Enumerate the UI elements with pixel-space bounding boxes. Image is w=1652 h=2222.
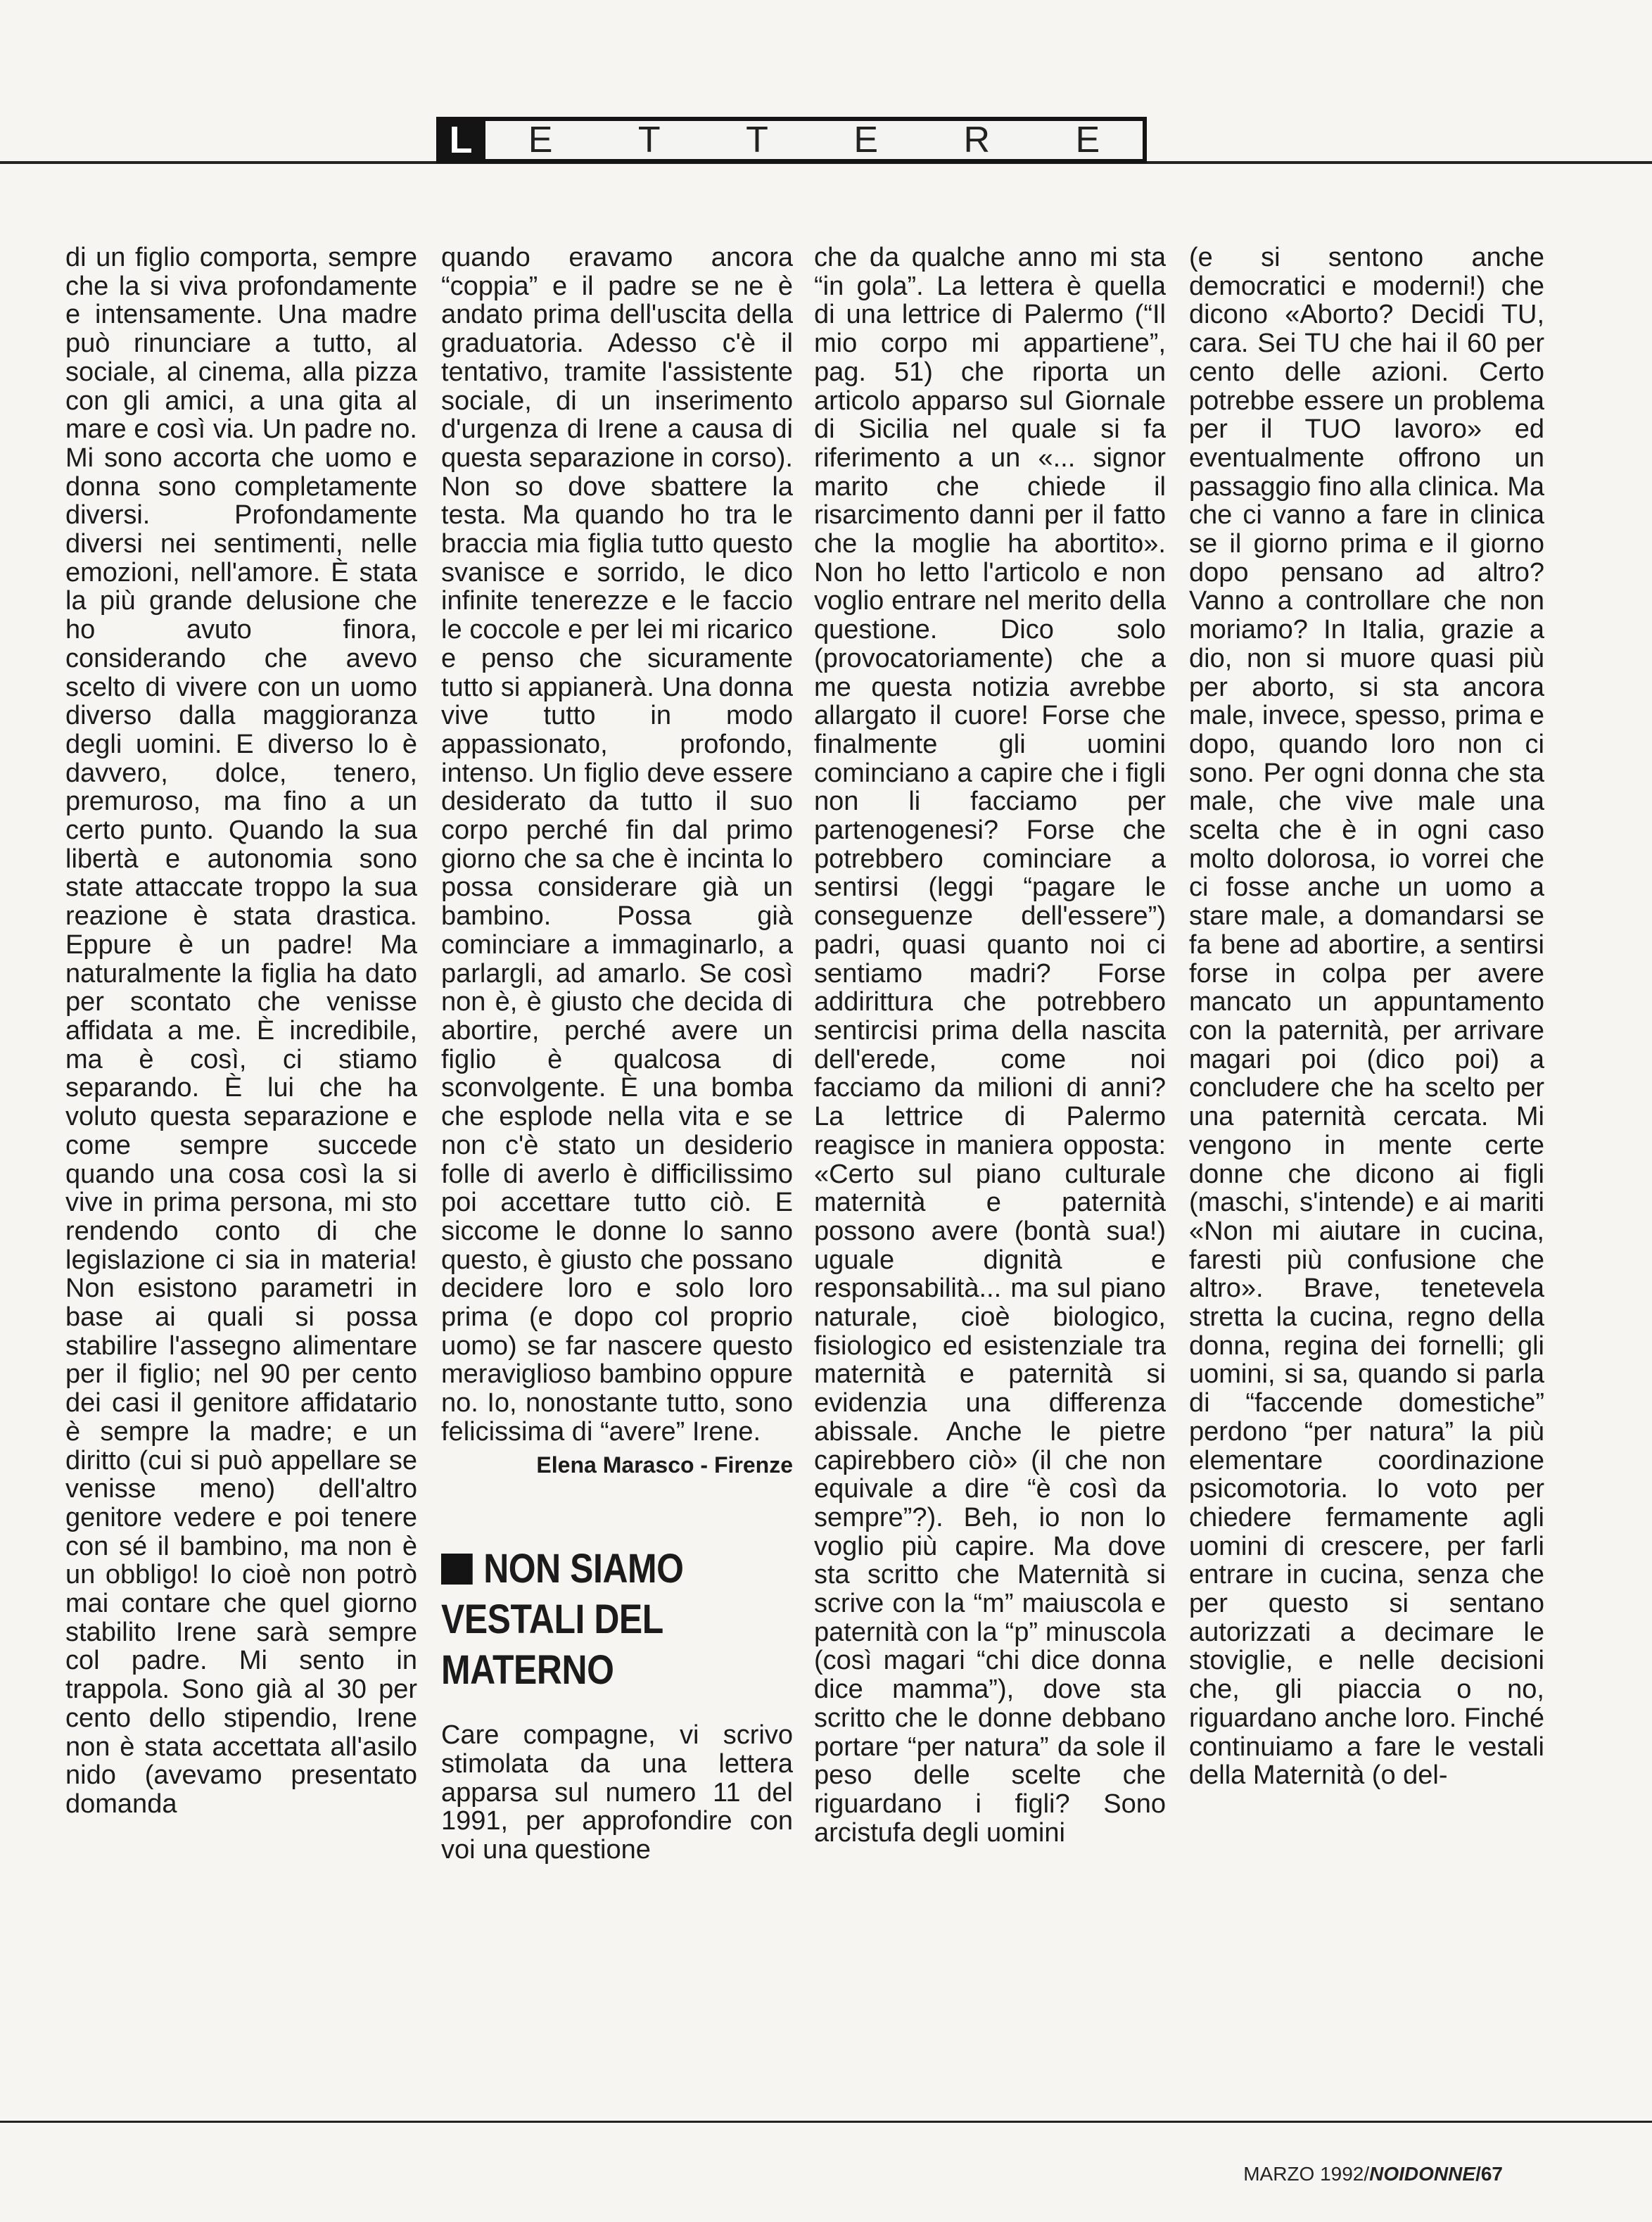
section-letter: E xyxy=(853,120,879,160)
section-banner xyxy=(436,117,1147,163)
column-2-letter-start: Care compagne, vi scrivo stimolata da una lettera apparsa sul numero 11 del 1991, per approfondire con voi una questione xyxy=(441,1720,793,1865)
column-3-text: che da qualche anno mi sta “in gola”. La lettera è quella di una lettrice di Palermo (“Il mio corpo mi appartiene”, pag. 51) che riporta un articolo apparso sul Giornale di Sicilia nel quale si fa riferimento a un «... signor marito che chiede il risarcimento danni per il fatto che la moglie ha abortito». Non ho letto l'articolo e non voglio entrare nel merito della questione. Dico solo (provocatoriamente) che a me questa notizia avrebbe allargato il cuore! Forse che finalmente gli uomini cominciano a capire che i figli non li facciamo per partenogenesi? Forse che potrebbero cominciare a sentirsi (leggi “pagare le conseguenze dell'essere”) padri, quasi quanto noi ci sentiamo madri? Forse addirittura che potrebbero sentircisi prima della nascita dell'erede, come noi facciamo da milioni di anni? La lettrice di Palermo reagisce in maniera opposta: «Certo sul piano culturale maternità e paternità possono avere (bontà sua!) uguale dignità e responsabilità... ma sul piano naturale, cioè biologico, fisiologico ed esistenziale tra maternità e paternità si evidenzia una differenza abissale. Anche le pietre capirebbero ciò» (il che non equivale a dire “è così da sempre”?). Beh, io non lo voglio più capire. Ma dove sta scritto che Maternità si scrive con la “m” maiuscola e paternità con la “p” minuscola (così magari “chi dice donna dice mamma”), dove sta scritto che le donne debbano portare “per natura” da sole il peso delle scelte che riguardano i figli? Sono arcistufa degli uomini xyxy=(814,243,1166,1848)
section-letter: T xyxy=(637,120,661,160)
section-rest-letters xyxy=(485,121,1143,159)
footer-page-number: /67 xyxy=(1475,2163,1503,2185)
headline-text: NON SIAMO VESTALI DEL MATERNO xyxy=(441,1546,684,1694)
page-footer xyxy=(1243,2163,1503,2185)
column-4-text: (e si sentono anche democratici e moderni!) che dicono «Aborto? Decidi TU, cara. Sei TU che hai il 60 per cento delle azioni. Certo potrebbe essere un problema per il TUO lavoro» ed eventualmente offrono un passaggio fino alla clinica. Ma che ci vanno a fare in clinica se il giorno prima e il giorno dopo pensano ad altro? Vanno a controllare che non moriamo? In Italia, grazie a dio, non si muore quasi più per aborto, si sta ancora male, invece, spesso, prima e dopo, quando loro non ci sono. Per ogni donna che sta male, che vive male una scelta che è in ogni caso molto dolorosa, io vorrei che ci fosse anche un uomo a stare male, a domandarsi se fa bene ad abortire, a sentirsi forse in colpa per avere mancato un appuntamento con la paternità, per arrivare magari poi (dico poi) a concludere che ha scelto per una paternità cercata. Mi vengono in mente certe donne che dicono ai figli (maschi, s'intende) e ai mariti «Non mi aiutare in cucina, faresti più confusione che altro». Brave, tenetevela stretta la cucina, regno della donna, regina dei fornelli; gli uomini, si sa, quando si parla di “faccende domestiche” perdono “per natura” la più elementare coordinazione psicomotoria. Io voto per chiedere fermamente agli uomini di crescere, per farli entrare in cucina, senza che per questo si sentano autorizzati a decimare le stoviglie, e nelle decisioni che, gli piaccia o no, riguardano anche loro. Finché continuiamo a fare le vestali della Maternità (o del- xyxy=(1189,243,1544,1791)
section-letter: T xyxy=(746,120,768,160)
column-4 xyxy=(1189,243,1544,1790)
footer-magazine: NOIDONNE xyxy=(1369,2163,1476,2185)
letter-signature: Elena Marasco - Firenze xyxy=(536,1452,793,1478)
letter-headline xyxy=(441,1544,792,1696)
section-letter: E xyxy=(1075,120,1100,160)
column-3 xyxy=(814,243,1166,1847)
column-2 xyxy=(441,243,793,1865)
section-letter: E xyxy=(528,120,553,160)
headline-square-icon xyxy=(441,1554,473,1585)
section-letter: R xyxy=(963,120,991,160)
bottom-rule xyxy=(0,2121,1652,2123)
column-1-text: di un figlio comporta, sempre che la si viva profondamente e intensamente. Una madre può rinunciare a tutto, al sociale, al cinema, alla pizza con gli amici, a una gita al mare e così via. Un padre no. Mi sono accorta che uomo e donna sono completamente diversi. Profondamente diversi nei sentimenti, nelle emozioni, nell'amore. È stata la più grande delusione che ho avuto finora, considerando che avevo scelto di vivere con un uomo diverso dalla maggioranza degli uomini. E diverso lo è davvero, dolce, tenero, premuroso, ma fino a un certo punto. Quando la sua libertà e autonomia sono state attaccate troppo la sua reazione è stata drastica. Eppure è un padre! Ma naturalmente la figlia ha dato per scontato che venisse affidata a me. È incredibile, ma è così, ci stiamo separando. È lui che ha voluto questa separazione e come sempre succede quando una cosa così la si vive in prima persona, mi sto rendendo conto di che legislazione ci sia in materia! Non esistono parametri in base ai quali si possa stabilire l'assegno alimentare per il figlio; nel 90 per cento dei casi il genitore affidatario è sempre la madre; e un diritto (cui si può appellare se venisse meno) dell'altro genitore vedere e poi tenere con sé il bambino, ma non è un obbligo! Io cioè non potrò mai contare che quel giorno stabilito Irene sarà sempre col padre. Mi sento in trappola. Sono già al 30 per cento dello stipendio, Irene non è stata accettata all'asilo nido (avevamo presentato domanda xyxy=(65,243,417,1819)
section-first-letter: L xyxy=(449,119,473,161)
column-2-text: quando eravamo ancora “coppia” e il padre se ne è andato prima dell'uscita della graduatoria. Adesso c'è il tentativo, tramite l'assistente sociale, di un inserimento d'urgenza di Irene a causa di questa separazione in corso). Non so dove sbattere la testa. Ma quando ho tra le braccia mia figlia tutto questo svanisce e sorrido, le dico infinite tenerezze e le faccio le coccole e per lei mi ricarico e penso che sicuramente tutto si appianerà. Una donna vive tutto in modo appassionato, profondo, intenso. Un figlio deve essere desiderato da tutto il suo corpo perché fin dal primo giorno che sa che è incinta lo possa considerare già un bambino. Possa già cominciare a immaginarlo, a parlargli, ad amarlo. Se così non è, è giusto che decida di abortire, perché avere un figlio è qualcosa di sconvolgente. È una bomba che esplode nella vita e se non c'è stato un desiderio folle di averlo è difficilissimo poi accettare tutto ciò. E siccome le donne lo sanno questo, è giusto che possano decidere loro e solo loro prima (e dopo col proprio uomo) se far nascere questo meraviglioso bambino oppure no. Io, nonostante tutto, sono felicissima di “avere” Irene. xyxy=(441,243,793,1447)
column-1 xyxy=(65,243,417,1819)
footer-date: MARZO 1992/ xyxy=(1243,2163,1370,2185)
